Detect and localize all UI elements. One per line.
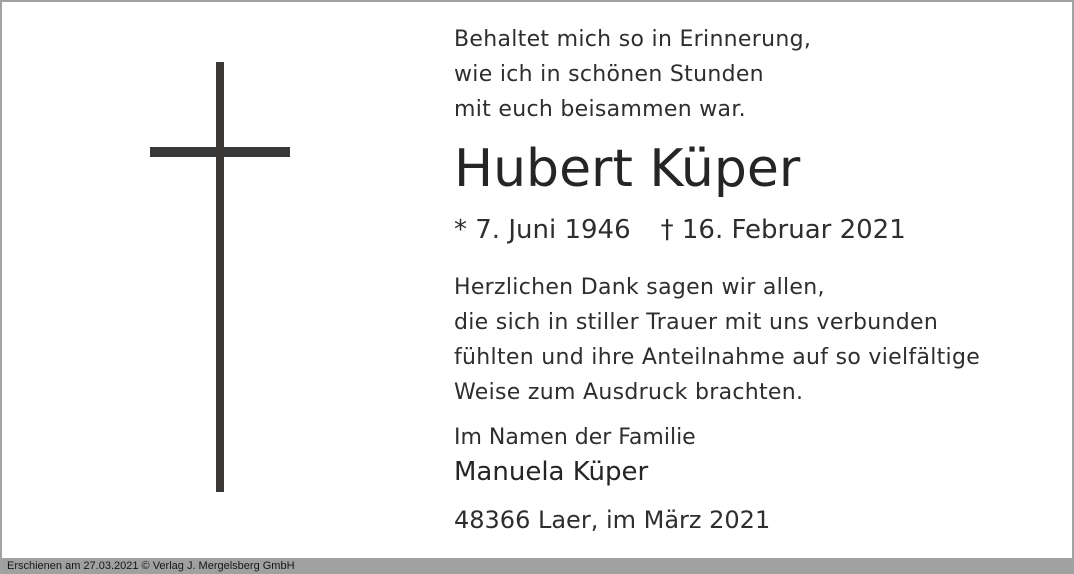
deceased-name: Hubert Küper <box>454 139 801 199</box>
publisher-text: Erschienen am 27.03.2021 © Verlag J. Mergelsberg GmbH <box>7 560 295 572</box>
epitaph-line: mit euch beisammen war. <box>454 97 746 122</box>
epitaph-line: Behaltet mich so in Erinnerung, <box>454 27 812 52</box>
thanks-line: Herzlichen Dank sagen wir allen, <box>454 275 825 300</box>
place-and-date: 48366 Laer, im März 2021 <box>454 506 771 534</box>
epitaph-verse <box>454 22 1044 127</box>
thanks-paragraph <box>454 270 1044 410</box>
thanks-line: die sich in stiller Trauer mit uns verbunden <box>454 310 939 335</box>
family-signatory: Manuela Küper <box>454 457 649 487</box>
thanks-line: Weise zum Ausdruck brachten. <box>454 380 804 405</box>
obituary-text-column <box>454 22 1044 535</box>
death-date: † 16. Februar 2021 <box>660 215 906 245</box>
birth-date: * 7. Juni 1946 <box>454 215 631 245</box>
cross-horizontal-bar <box>150 147 290 157</box>
family-intro: Im Namen der Familie <box>454 425 696 450</box>
life-dates <box>454 214 1044 246</box>
cross-vertical-bar <box>216 62 224 492</box>
epitaph-line: wie ich in schönen Stunden <box>454 62 764 87</box>
publisher-bar <box>2 558 1072 574</box>
thanks-line: fühlten und ihre Anteilnahme auf so vielfältige <box>454 345 981 370</box>
